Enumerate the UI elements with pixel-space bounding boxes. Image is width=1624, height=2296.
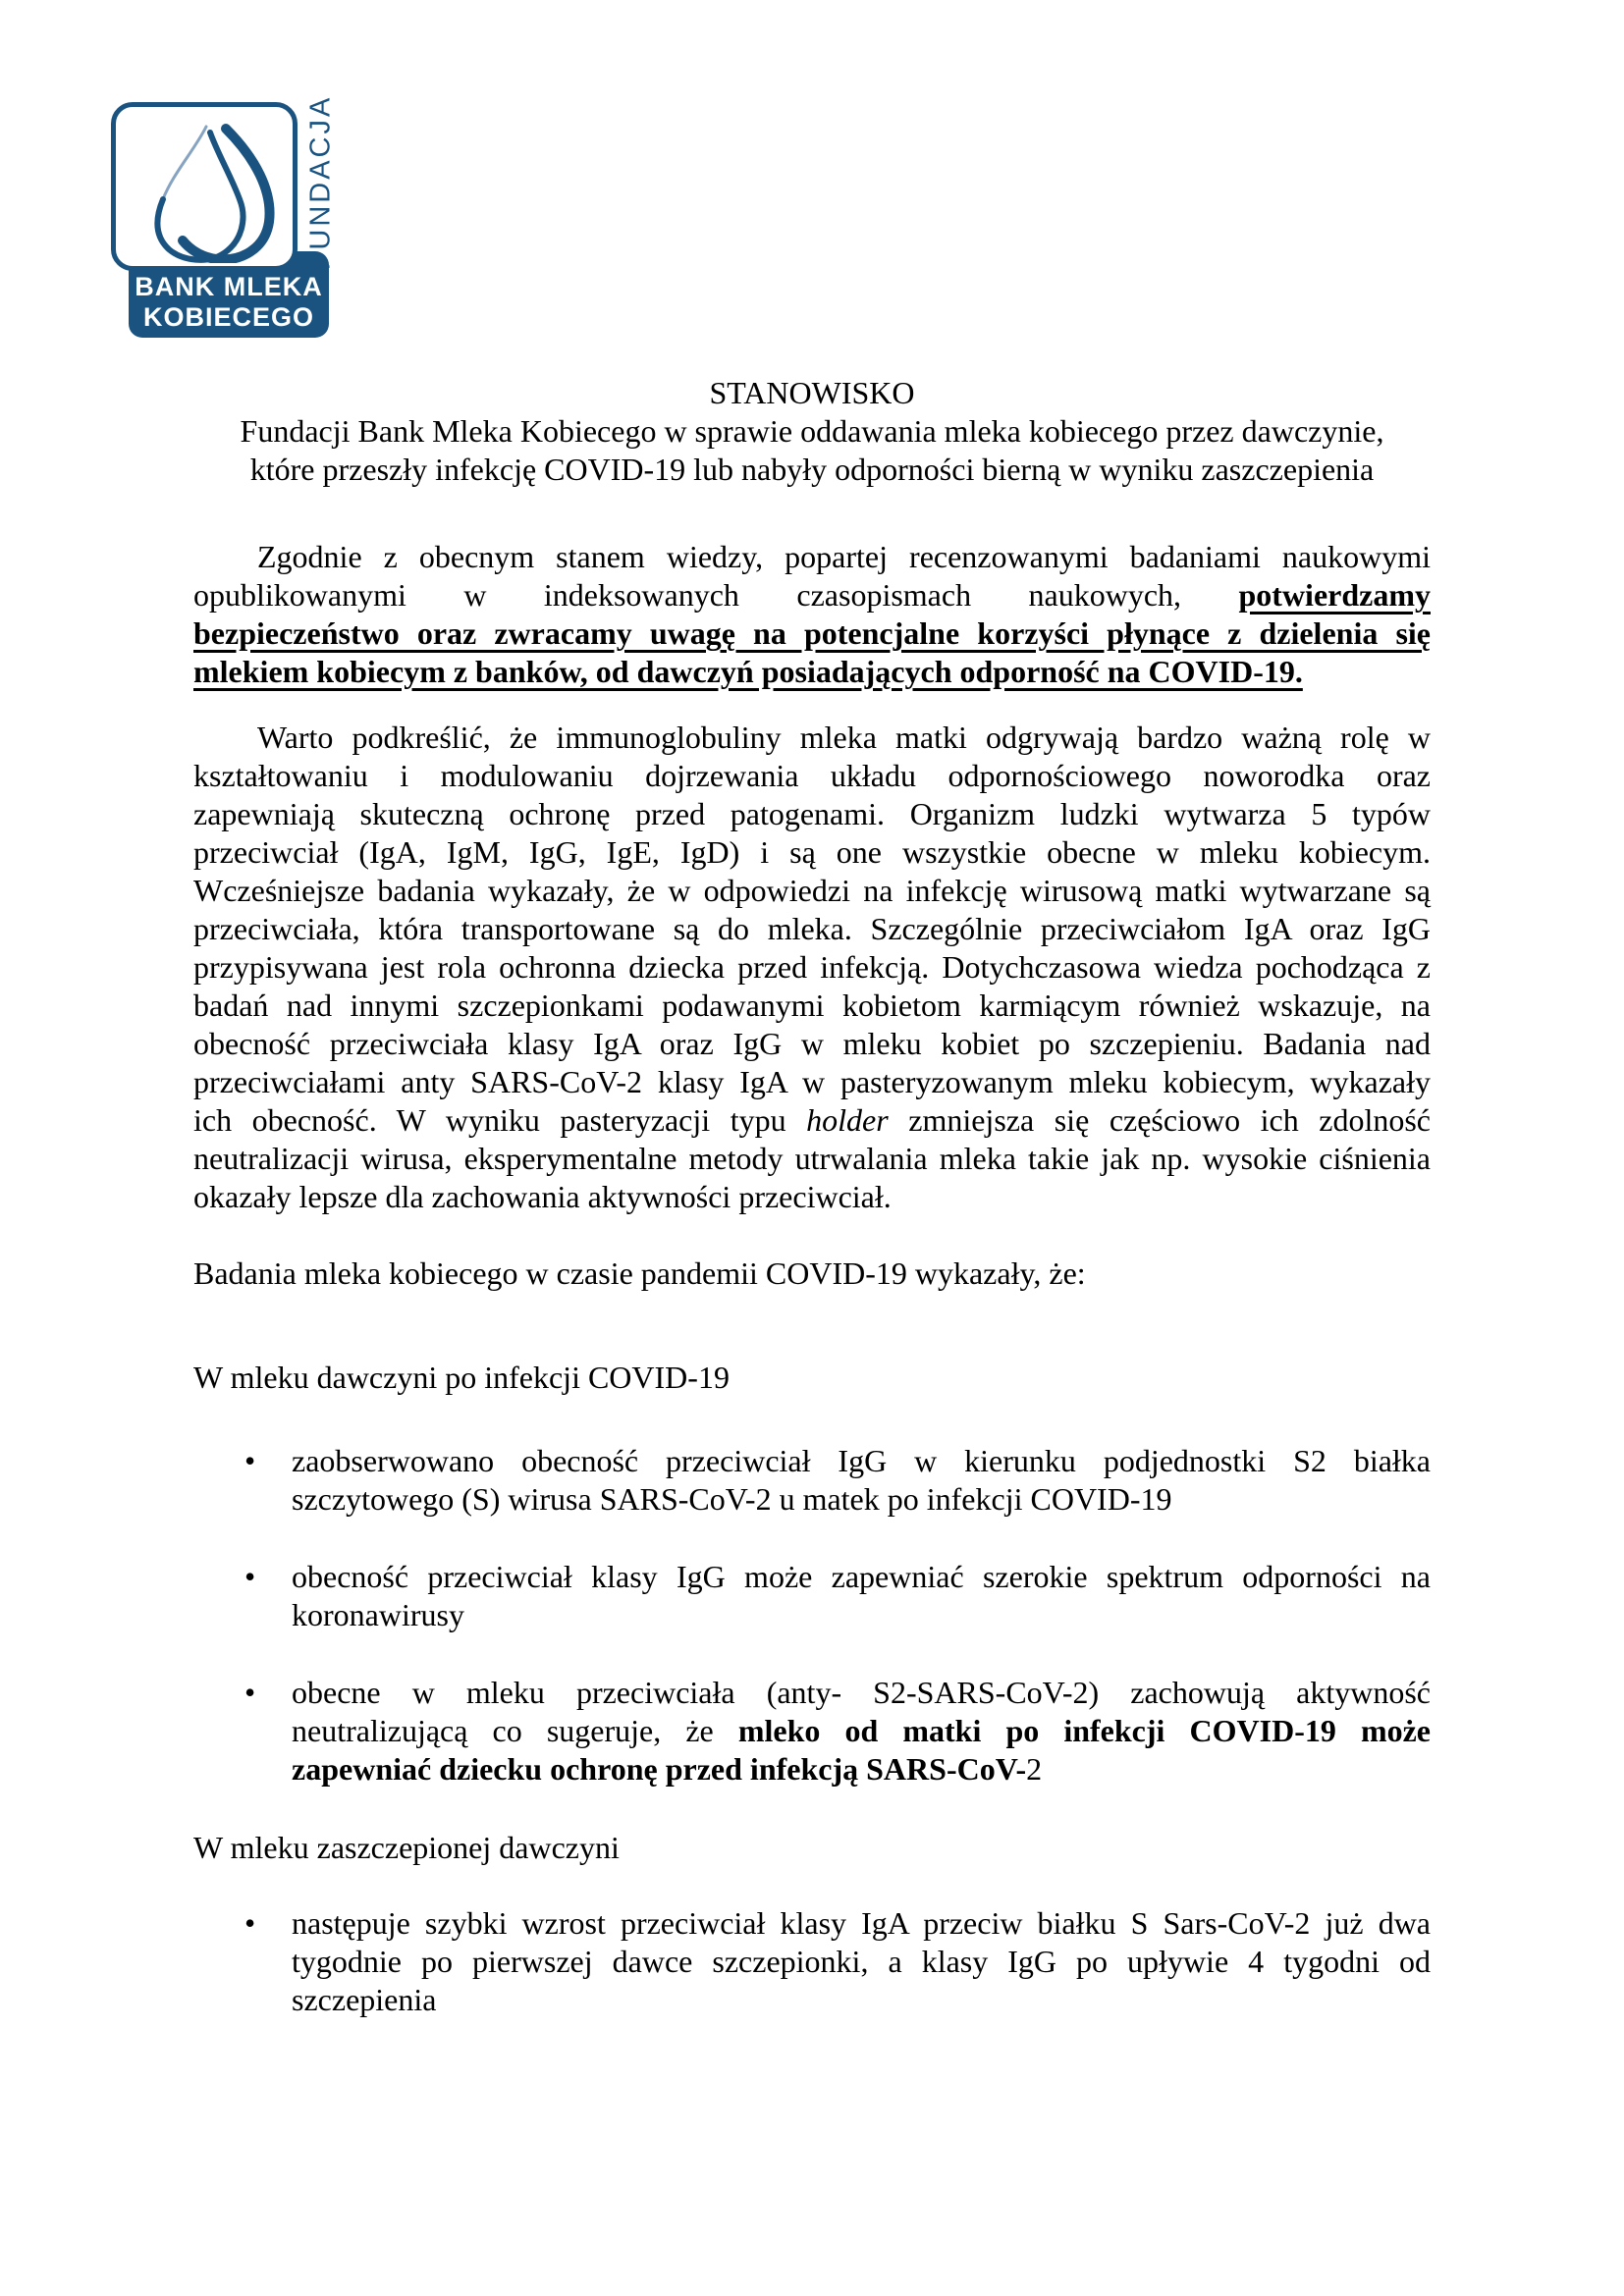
text-line [292,1480,1431,1519]
list-item [193,1442,1431,1519]
text-line [193,833,1431,872]
water-drop-icon [124,121,291,263]
text-segment: przeciwciałami anty SARS-CoV-2 klasy IgA w pasteryzowanym mleku kobiecym, wykazały [193,1064,1431,1099]
text-segment: obecne w mleku przeciwciała (anty- S2-SARS-CoV-2) zachowują aktywność [292,1675,1431,1710]
text-segment: przypisywana jest rola ochronna dziecka przed infekcją. Dotychczasowa wiedza pochodząca z [193,949,1431,985]
section-heading-infection: W mleku dawczyni po infekcji COVID-19 [193,1360,730,1395]
paragraph-intro [193,538,1431,691]
list-item [193,1904,1431,2019]
list-item [193,1674,1431,1789]
text-segment: koronawirusy [292,1597,464,1632]
paragraph-immunology [193,719,1431,1216]
section-heading-vaccinated: W mleku zaszczepionej dawczyni [193,1830,620,1865]
text-segment: zaobserwowano obecność przeciwciał IgG w kierunku podjednostki S2 białka [292,1443,1431,1478]
text-segment: przeciwciała, która transportowane są do mleka. Szczególnie przeciwciałom IgA oraz IgG [193,911,1431,946]
text-line [292,1674,1431,1712]
logo-drop-box [111,102,298,271]
text-line [193,910,1431,948]
text-segment: Wcześniejsze badania wykazały, że w odpowiedzi na infekcję wirusową matki wytwarzane są [193,873,1431,908]
logo-banner-line2: KOBIECEGO [142,302,315,332]
text-segment: potwierdzamy [1238,577,1431,613]
text-line [292,1904,1431,1943]
text-segment: szczepienia [292,1982,437,2017]
text-segment: tygodnie po pierwszej dawce szczepionki, a klasy IgG po upływie 4 tygodni od [292,1944,1431,1979]
findings-intro: Badania mleka kobiecego w czasie pandemii COVID-19 wykazały, że: [193,1255,1086,1291]
text-segment: obecność przeciwciał klasy IgG może zapewniać szerokie spektrum odporności na [292,1559,1431,1594]
text-line [193,1025,1431,1063]
logo-fundacja-vertical-label [303,94,339,271]
text-line [193,1063,1431,1101]
text-segment: kształtowaniu i modulowaniu dojrzewania układu odpornościowego noworodka oraz [193,758,1431,793]
text-segment: Zgodnie z obecnym stanem wiedzy, popartej recenzowanymi badaniami naukowymi [257,539,1431,574]
text-segment: zapewniać dziecku ochronę przed infekcją SARS-CoV- [292,1751,1027,1787]
text-segment: mlekiem kobiecym z banków, od dawczyń posiadających odporność na COVID-19. [193,654,1303,689]
text-segment: 2 [1026,1751,1043,1787]
text-line [193,757,1431,795]
foundation-logo [111,94,337,338]
logo-banner-line1: BANK MLEKA [135,272,323,301]
text-line [193,653,1431,691]
text-segment: opublikowanymi w indeksowanych czasopismach naukowych, [193,577,1239,613]
text-segment: ich obecność. W wyniku pasteryzacji typu [193,1102,807,1138]
text-line [193,1140,1431,1178]
logo-banner-text [129,272,329,333]
text-segment: neutralizującą co sugeruje, że [292,1713,738,1748]
text-segment: następuje szybki wzrost przeciwciał klasy IgA przeciw białku S Sars-CoV-2 już dwa [292,1905,1431,1941]
text-segment: bezpieczeństwo oraz zwracamy uwagę na potencjalne korzyści płynące z dzielenia się [193,615,1431,651]
text-line [292,1442,1431,1480]
text-line [292,1943,1431,1981]
text-line [292,1712,1431,1750]
text-segment: holder [806,1102,889,1138]
text-line [292,1558,1431,1596]
document-subtitle-line2: które przeszły infekcję COVID-19 lub nabyły odporności bierną w wyniku zaszczepienia [249,452,1375,487]
text-line [193,987,1431,1025]
text-segment: mleko od matki po infekcji COVID-19 może [737,1713,1432,1748]
text-line [193,1178,1431,1216]
text-line [193,614,1431,653]
text-line [193,795,1431,833]
text-segment: zapewniają skuteczną ochronę przed patogenami. Organizm ludzki wytwarza 5 typów [193,796,1431,831]
text-line [292,1596,1431,1634]
text-segment: obecność przeciwciała klasy IgA oraz IgG w mleku kobiet po szczepieniu. Badania nad [193,1026,1431,1061]
vaccinated-bullet-list [193,1904,1431,2019]
text-line [292,1750,1431,1789]
text-line [193,719,1431,757]
text-segment: szczytowego (S) wirusa SARS-CoV-2 u matek po infekcji COVID-19 [292,1481,1172,1517]
text-line [193,538,1431,576]
text-segment: badań nad innymi szczepionkami podawanymi kobietom karmiącym również wskazuje, na [193,988,1431,1023]
text-segment: neutralizacji wirusa, eksperymentalne metody utrwalania mleka takie jak np. wysokie ciśnienia [193,1141,1431,1176]
infection-bullet-list [193,1442,1431,1789]
text-segment: okazały lepsze dla zachowania aktywności przeciwciał. [193,1179,892,1214]
text-line [193,576,1431,614]
text-line [193,872,1431,910]
list-item [193,1558,1431,1634]
logo-fundacja-text: FUNDACJA [304,94,337,271]
text-segment: Warto podkreślić, że immunoglobuliny mleka matki odgrywają bardzo ważną rolę w [257,720,1431,755]
text-line [193,1101,1431,1140]
document-title: STANOWISKO [709,375,915,410]
text-segment: zmniejsza się częściowo ich zdolność [888,1102,1432,1138]
text-line [292,1981,1431,2019]
text-segment: przeciwciał (IgA, IgM, IgG, IgE, IgD) i są one wszystkie obecne w mleku kobiecym. [193,834,1431,870]
text-line [193,948,1431,987]
document-subtitle-line1: Fundacji Bank Mleka Kobiecego w sprawie oddawania mleka kobiecego przez dawczynie, [240,413,1384,449]
